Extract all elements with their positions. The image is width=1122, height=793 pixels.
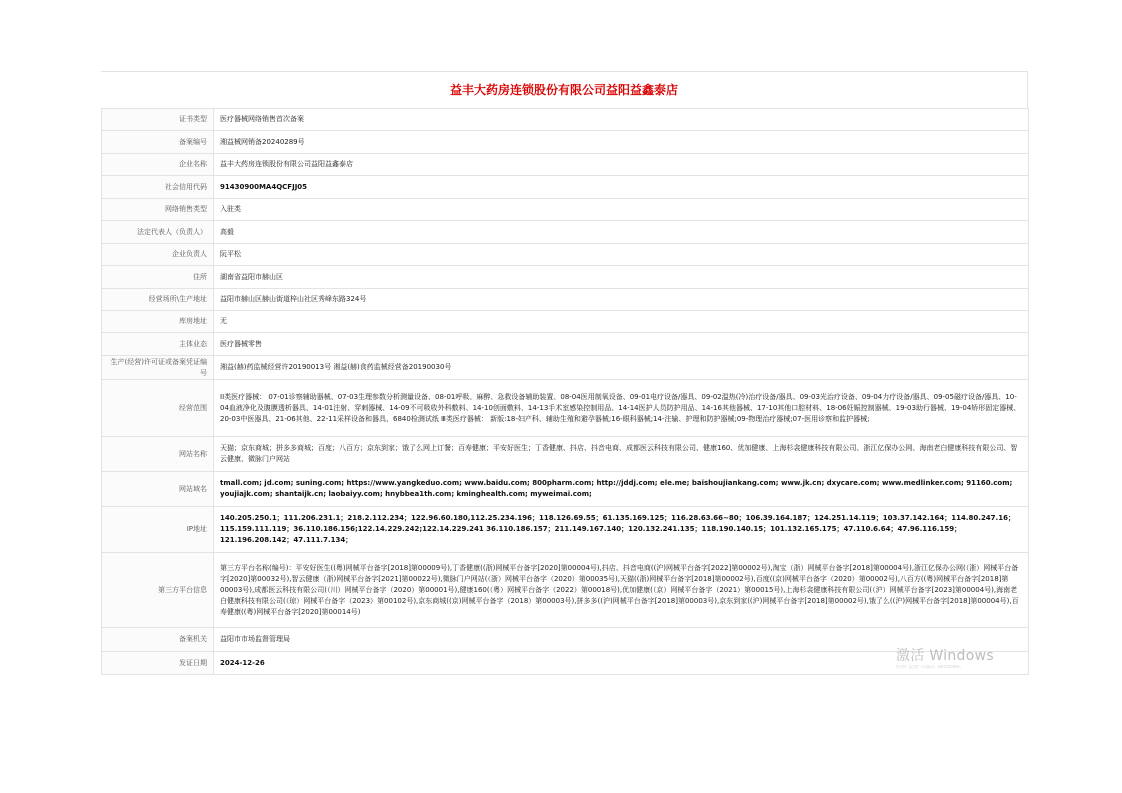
row-value: 140.205.250.1；111.206.231.1；218.2.112.234；122.96.60.180,112.25.234.196；118.126.69.55；61.135.169.125；116.28.63.66~80；106.39.164.187；124.251.14.119；103.37.142.164；114.80.247.16；115.159.111.119；36.110.186.156;122.14.229.242;122.14.229.241 36.110.186.157；211.149.167.140；120.132.241.135；118.190.140.15；101.132.165.175；47.110.6.64；47.96.116.159；121.196.208.142；47.111.7.134；	[214, 507, 1029, 553]
row-value: II类医疗器械： 07-01诊察辅助器械、07-03生理参数分析测量设备、08-01呼吸、麻醉、急救设备辅助装置、08-04医用制氧设备、09-01电疗设备/器具、09-02温热(冷)治疗设备/器具、09-03光治疗设备、09-04力疗设备/器具、09-05磁疗设备/器具、10-04血液净化及腹膜透析器具、14-01注射、穿刺器械、14-09不可吸收外科敷料、14-10创面敷料、14-13手术室感染控制用品、14-14医护人员防护用品、14-16其他器械、17-10其他口腔材料、18-06妊娠控制器械、19-03助行器械、19-04矫形固定器械、20-03中医器具、21-06其他、22-11采样设备和器具、6840检测试纸 Ⅲ类医疗器械： 新版:18-妇产科、辅助生殖和避孕器械;16-眼科器械;14-注输、护理和防护器械;09-物理治疗器械;07-医用诊察和监护器械;	[214, 380, 1029, 437]
store-title: 益丰大药房连锁股份有限公司益阳益鑫泰店	[101, 71, 1028, 108]
row-value: 湖南省益阳市赫山区	[214, 266, 1029, 289]
row-label: IP地址	[102, 507, 214, 553]
row-business-scope	[102, 380, 1029, 437]
row-label: 主体业态	[102, 333, 214, 356]
row-label: 网站名称	[102, 437, 214, 472]
row-business-address	[102, 289, 1029, 311]
row-issue-date	[102, 652, 1029, 675]
row-label: 经营范围	[102, 380, 214, 437]
row-label: 生产(经营)许可证或备案凭证编号	[102, 356, 214, 380]
row-value: 高毅	[214, 221, 1029, 244]
row-sales-type	[102, 199, 1029, 221]
row-value: 益丰大药房连锁股份有限公司益阳益鑫泰店	[214, 154, 1029, 176]
row-label: 库房地址	[102, 311, 214, 333]
row-value: 益阳市市场监督管理局	[214, 628, 1029, 652]
row-company-head	[102, 244, 1029, 266]
row-company-name	[102, 154, 1029, 176]
row-website-domains	[102, 472, 1029, 507]
row-label: 第三方平台信息	[102, 553, 214, 628]
row-value: 湘益(赫)药监械经营许20190013号 湘益(赫)食药监械经营备20190030号	[214, 356, 1029, 380]
row-label: 住所	[102, 266, 214, 289]
row-value: 湘益械网销备20240289号	[214, 131, 1029, 154]
row-label: 经营场所\生产地址	[102, 289, 214, 311]
record-table	[101, 108, 1029, 675]
row-label: 网站域名	[102, 472, 214, 507]
row-value: 益阳市赫山区赫山街道梓山社区秀峰东路324号	[214, 289, 1029, 311]
row-value: 入驻类	[214, 199, 1029, 221]
row-record-number	[102, 131, 1029, 154]
row-label: 社会信用代码	[102, 176, 214, 199]
row-label: 证书类型	[102, 109, 214, 131]
row-value: 2024-12-26	[214, 652, 1029, 675]
certificate-sheet	[101, 71, 1028, 675]
row-value: 阮平松	[214, 244, 1029, 266]
row-value: 医疗器械网络销售首次备案	[214, 109, 1029, 131]
row-credit-code	[102, 176, 1029, 199]
row-ip-addresses	[102, 507, 1029, 553]
row-value: 91430900MA4QCFJJ05	[214, 176, 1029, 199]
row-filing-authority	[102, 628, 1029, 652]
row-third-party-platforms	[102, 553, 1029, 628]
row-label: 企业名称	[102, 154, 214, 176]
row-label: 备案编号	[102, 131, 214, 154]
row-value: 第三方平台名称(编号)：平安好医生((粤)网械平台备字[2018]第00009号),丁香健康((浙)网械平台备字[2020]第00004号),抖店、抖音电商((沪)网械平台备字[2022]第00002号),淘宝（浙）网械平台备字[2018]第00004号),浙江亿保办公网(（浙）网械平台备字[2020]第00032号),智云健康（浙)网械平台备字[2021]第00022号),微脉门户网站(（浙）网械平台备字（2020）第00035号),天猫((浙)网械平台备字[2018]第00002号),百度((京)网械平台备字（2020）第00002号),八百方((粤)网械平台备字[2018]第00003号),成都医云科技有限公司(（川）网械平台备字（2020）第00001号),健康160(（粤）网械平台备字（2022）第00018号),优加健康(（京）网械平台备字（2021）第00015号),上海杉衾健康科技有限公司(（沪）网械平台备字[2023]第00004号),海南老白健康科技有限公司(（琼）网械平台备字（2023）第00102号),京东商城((京)网械平台备字（2018）第00003号),拼多多((沪)网械平台备字[2018]第00003号),京东到家((沪)网械平台备字[2018]第00002号),饿了么((沪)网械平台备字[2018]第00004号),百寿健康((粤)网械平台备字[2020]第00014号)	[214, 553, 1029, 628]
row-business-form	[102, 333, 1029, 356]
row-certificate-type	[102, 109, 1029, 131]
row-value: 无	[214, 311, 1029, 333]
row-legal-representative	[102, 221, 1029, 244]
row-label: 法定代表人（负责人）	[102, 221, 214, 244]
row-license-number	[102, 356, 1029, 380]
row-value: 医疗器械零售	[214, 333, 1029, 356]
row-label: 发证日期	[102, 652, 214, 675]
row-label: 备案机关	[102, 628, 214, 652]
row-label: 企业负责人	[102, 244, 214, 266]
row-value: tmall.com; jd.com; suning.com; https://www.yangkeduo.com; www.baidu.com; 800pharm.com; http://jddj.com; ele.me; baishoujiankang.com; www.jk.cn; dxycare.com; www.medlinker.com; 91160.com; youjiajk.com; shantaijk.cn; laobaiyy.com; hnybbea1th.com; kminghealth.com; myweimai.com;	[214, 472, 1029, 507]
row-warehouse-address	[102, 311, 1029, 333]
activate-windows-watermark: 激活 Windows	[896, 648, 994, 664]
row-value: 天猫；京东商城；拼多多商城；百度；八百方；京东到家；饿了么网上订餐；百寿健康；平安好医生；丁香健康、抖店、抖音电商、成都医云科技有限公司、健康160、优加健康、上海杉衾健康科技有限公司、浙江亿保办公网、海南老白健康科技有限公司、智云健康、微脉门户网站	[214, 437, 1029, 472]
row-residence	[102, 266, 1029, 289]
activate-windows-hint: 转到"设置"以激活 Windows。	[896, 665, 965, 669]
row-website-names	[102, 437, 1029, 472]
row-label: 网络销售类型	[102, 199, 214, 221]
